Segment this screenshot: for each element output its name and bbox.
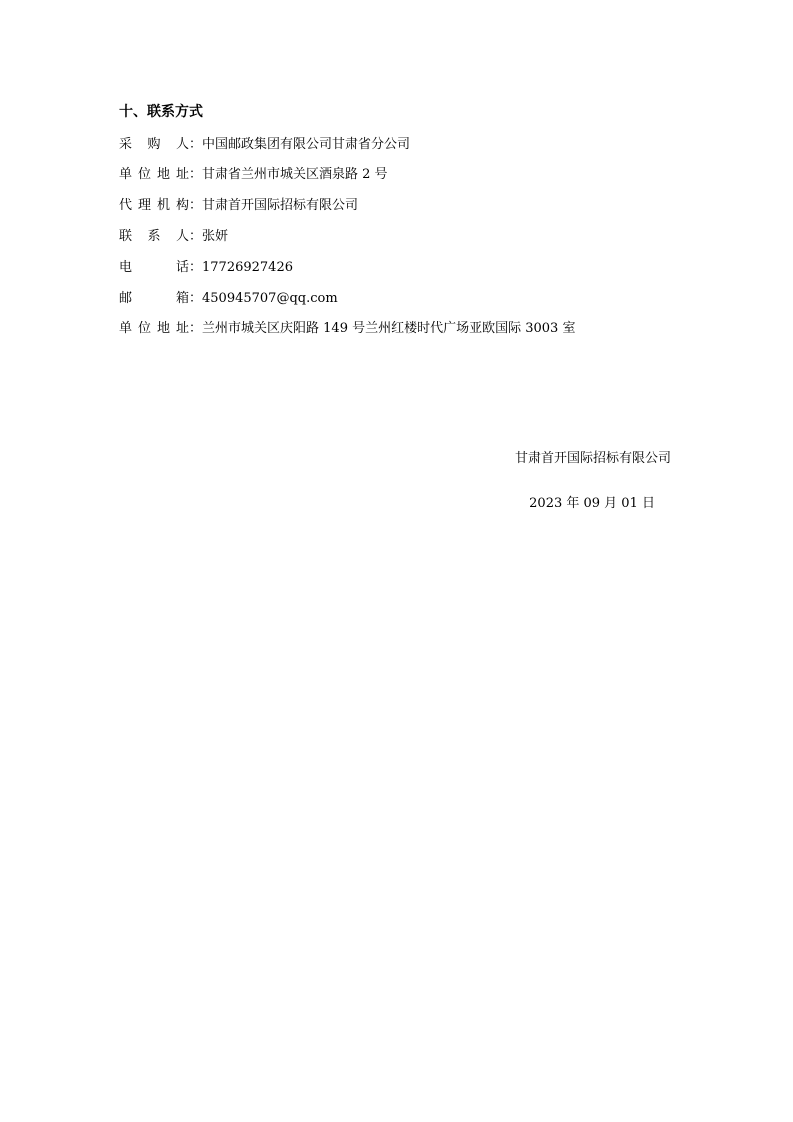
contact-value: 450945707@qq.com bbox=[202, 291, 338, 306]
contact-colon: ： bbox=[189, 260, 203, 275]
contact-label: 采 购 人 bbox=[119, 137, 189, 152]
contact-colon: ： bbox=[189, 321, 203, 336]
contact-value: 兰州市城关区庆阳路 149 号兰州红楼时代广场亚欧国际 3003 室 bbox=[202, 321, 576, 336]
contact-label: 电 话 bbox=[119, 260, 189, 275]
contact-label: 单位地址 bbox=[119, 321, 189, 336]
contact-colon: ： bbox=[189, 229, 203, 244]
contact-label: 代理机构 bbox=[119, 198, 189, 213]
contact-label: 邮 箱 bbox=[119, 291, 189, 306]
contact-row-phone bbox=[119, 259, 293, 277]
signature-company: 甘肃首开国际招标有限公司 bbox=[514, 451, 671, 466]
contact-colon: ： bbox=[189, 137, 203, 152]
contact-label: 单位地址 bbox=[119, 167, 189, 182]
contact-colon: ： bbox=[189, 167, 203, 182]
contact-row-address bbox=[119, 166, 388, 184]
contact-value: 甘肃首开国际招标有限公司 bbox=[202, 198, 359, 213]
contact-value: 17726927426 bbox=[202, 260, 293, 275]
contact-value: 甘肃省兰州市城关区酒泉路 2 号 bbox=[202, 167, 388, 182]
signature-date: 2023 年 09 月 01 日 bbox=[529, 496, 655, 511]
section-title: 十、联系方式 bbox=[119, 104, 203, 120]
contact-colon: ： bbox=[189, 291, 203, 306]
contact-row-contact-person bbox=[119, 228, 228, 246]
contact-row-email bbox=[119, 290, 338, 308]
contact-row-agency-address bbox=[119, 320, 575, 338]
contact-label: 联 系 人 bbox=[119, 229, 189, 244]
contact-colon: ： bbox=[189, 198, 203, 213]
contact-row-purchaser bbox=[119, 136, 410, 154]
contact-row-agency bbox=[119, 197, 358, 215]
contact-value: 中国邮政集团有限公司甘肃省分公司 bbox=[202, 137, 411, 152]
contact-value: 张妍 bbox=[202, 229, 229, 244]
